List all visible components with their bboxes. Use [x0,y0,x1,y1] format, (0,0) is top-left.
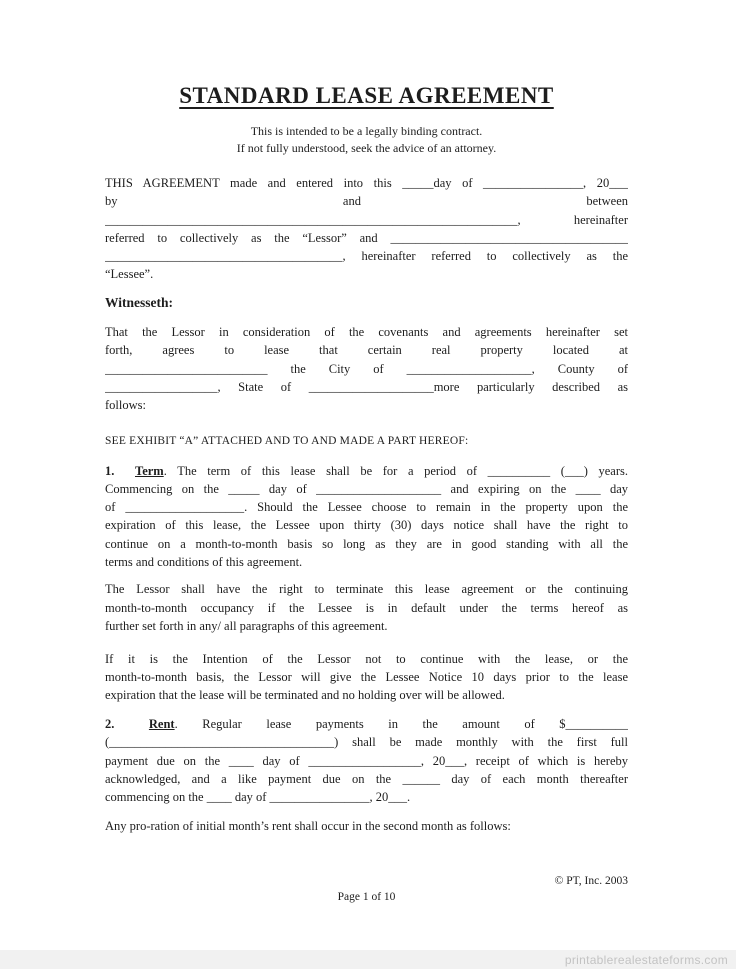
intention-paragraph [105,650,628,705]
intro-line: ______________________________________, hereinafter referred to collectively as the [105,249,628,264]
intro-line: referred to collectively as the “Lessor” and ______________________________________ [105,230,628,245]
rent-line: (____________________________________) shall be made monthly with the first full [105,735,628,750]
section-rent [105,715,628,806]
witnesseth-line: follows: [105,398,146,413]
footer-page-indicator: Page 1 of 10 [337,890,396,903]
rent-first-line-text: . Regular lease payments in the amount of $__________ [174,717,628,732]
intention-line: month-to-month basis, the Lessor will give the Lessee Notice 10 days prior to the lease [105,670,628,685]
intention-line: If it is the Intention of the Lessor not to continue with the lease, or the [105,651,628,666]
section-term [105,462,628,572]
document-title: STANDARD LEASE AGREEMENT [179,83,554,108]
termination-paragraph [105,580,628,635]
witnesseth-line: __________________, State of ____________________more particularly described as [105,379,628,394]
term-first-line [105,462,628,480]
footer-copyright: © PT, Inc. 2003 [554,874,628,887]
rent-first-line [105,715,628,733]
witnesseth-line: __________________________ the City of ____________________, County of [105,361,628,376]
term-line: terms and conditions of this agreement. [105,555,303,570]
intro-line: THIS AGREEMENT made and entered into this _____day of ________________, 20___ [105,176,628,190]
term-section-number: 1. [105,463,115,478]
term-line: expiration of this lease, the Lessee upon thirty (30) days notice shall have the right to [105,518,628,533]
lease-document-page [105,0,628,904]
witnesseth-line: forth, agrees to lease that certain real property located at [105,343,628,358]
termination-line: The Lessor shall have the right to terminate this lease agreement or the continuing [105,582,628,597]
term-section-title: Term [135,463,164,478]
termination-line: month-to-month occupancy if the Lessee is in default under the terms hereof as [105,600,628,615]
term-line: of ___________________. Should the Lessee choose to remain in the property upon the [105,500,628,515]
intro-line: by and between [105,194,628,209]
watermark-bar [0,950,736,969]
rent-section-title: Rent [148,717,175,732]
term-line: Commencing on the _____ day of ____________________ and expiring on the ____ day [105,481,628,496]
termination-line: further set forth in any/ all paragraphs of this agreement. [105,618,388,633]
rent-section-number: 2. [105,717,115,732]
rent-line: commencing on the ____ day of ________________, 20___. [105,790,411,805]
rent-line: acknowledged, and a like payment due on the ______ day of each month thereafter [105,772,628,787]
witnesseth-line: That the Lessor in consideration of the covenants and agreements hereinafter set [105,325,628,340]
subtitle-line-1: This is intended to be a legally binding contract. [250,124,483,138]
exhibit-note: SEE EXHIBIT “A” ATTACHED AND TO AND MADE A PART HEREOF: [105,434,469,447]
term-line: continue on a month-to-month basis so long as they are in good standing with all the [105,536,628,551]
intro-line: __________________________________________________________________, hereinafter [105,212,628,227]
witnesseth-paragraph [105,323,628,414]
intro-paragraph [105,174,628,284]
intro-line: “Lessee”. [105,267,154,282]
document-subtitle [105,123,628,156]
term-first-line-text: . The term of this lease shall be for a period of __________ (___) years. [163,463,628,478]
watermark-site-text: printablerealestateforms.com [564,952,728,967]
proration-note: Any pro-ration of initial month’s rent shall occur in the second month as follows: [105,818,511,833]
intention-line: expiration that the lease will be terminated and no holding over will be allowed. [105,688,505,703]
rent-line: payment due on the ____ day of __________________, 20___, receipt of which is hereby [105,753,628,768]
witnesseth-heading: Witnesseth: [105,294,174,310]
subtitle-line-2: If not fully understood, seek the advice of an attorney. [236,140,497,155]
